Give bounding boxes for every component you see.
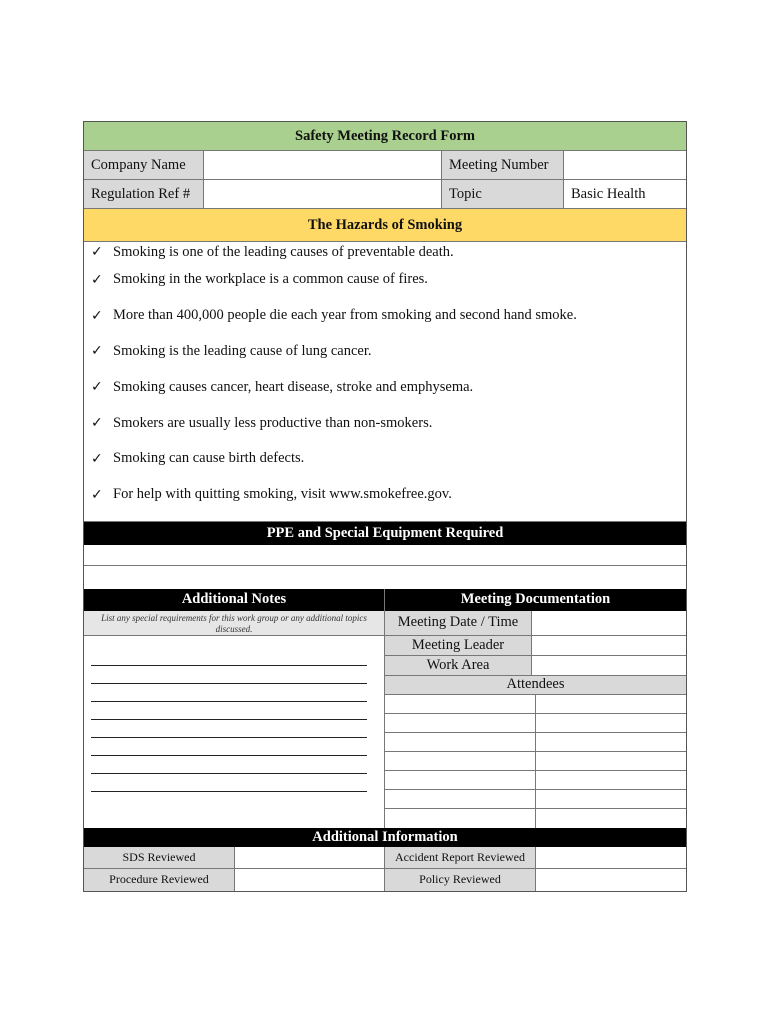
meeting-documentation-column [385, 589, 686, 828]
policy-reviewed-label: Policy Reviewed [385, 869, 536, 891]
meeting-leader-row [385, 636, 686, 656]
additional-notes-heading: Additional Notes [84, 589, 384, 611]
attendee-cell[interactable] [536, 714, 686, 732]
attendee-cell[interactable] [536, 733, 686, 751]
check-icon: ✓ [91, 271, 103, 288]
note-line[interactable] [91, 666, 367, 684]
work-area-row [385, 656, 686, 676]
attendee-row [385, 714, 686, 733]
company-name-label: Company Name [84, 151, 204, 180]
check-icon: ✓ [91, 307, 103, 324]
note-line[interactable] [91, 720, 367, 738]
additional-notes-column [84, 589, 385, 828]
hazard-text: Smoking can cause birth defects. [113, 450, 305, 467]
company-name-field[interactable] [204, 151, 442, 180]
notes-documentation-section [84, 589, 686, 828]
hazard-list [84, 242, 686, 522]
check-icon: ✓ [91, 415, 103, 432]
check-icon: ✓ [91, 343, 103, 360]
note-line[interactable] [91, 684, 367, 702]
meeting-leader-field[interactable] [532, 636, 686, 655]
attendee-cell[interactable] [536, 790, 686, 808]
note-line[interactable] [91, 738, 367, 756]
attendee-row [385, 771, 686, 790]
hazard-item [84, 242, 686, 262]
attendee-cell[interactable] [385, 714, 536, 732]
work-area-label: Work Area [385, 656, 532, 675]
info-row [84, 847, 686, 869]
hazard-text: Smoking is the leading cause of lung cancer. [113, 342, 372, 359]
attendee-row [385, 733, 686, 752]
hazard-item [84, 441, 686, 477]
attendees-heading: Attendees [385, 676, 686, 695]
attendee-cell[interactable] [385, 733, 536, 751]
attendee-cell[interactable] [385, 790, 536, 808]
form-title: Safety Meeting Record Form [84, 122, 686, 151]
meeting-date-label: Meeting Date / Time [385, 611, 532, 635]
attendee-cell[interactable] [385, 809, 536, 828]
note-line[interactable] [91, 702, 367, 720]
hazard-text: Smoking in the workplace is a common cause of fires. [113, 271, 428, 288]
check-icon: ✓ [91, 450, 103, 467]
meeting-number-label: Meeting Number [442, 151, 564, 180]
meeting-date-field[interactable] [532, 611, 686, 635]
sds-reviewed-label: SDS Reviewed [84, 847, 235, 868]
procedure-reviewed-label: Procedure Reviewed [84, 869, 235, 891]
note-line[interactable] [91, 774, 367, 792]
meeting-number-field[interactable] [564, 151, 686, 180]
hazard-text: For help with quitting smoking, visit www.smokefree.gov. [113, 486, 452, 503]
procedure-reviewed-field[interactable] [235, 869, 385, 891]
attendee-cell[interactable] [385, 752, 536, 770]
section-gap [84, 566, 686, 589]
attendee-row [385, 809, 686, 828]
ppe-heading: PPE and Special Equipment Required [84, 522, 686, 545]
hazard-item [84, 405, 686, 441]
attendee-cell[interactable] [536, 695, 686, 713]
attendee-row [385, 752, 686, 771]
accident-report-label: Accident Report Reviewed [385, 847, 536, 868]
attendee-row [385, 790, 686, 809]
hazard-item [84, 369, 686, 405]
attendee-cell[interactable] [385, 695, 536, 713]
check-icon: ✓ [91, 244, 103, 260]
company-row [84, 151, 686, 180]
attendee-cell[interactable] [385, 771, 536, 789]
note-line[interactable] [91, 648, 367, 666]
note-line[interactable] [91, 756, 367, 774]
work-area-field[interactable] [532, 656, 686, 675]
hazard-item [84, 262, 686, 298]
check-icon: ✓ [91, 379, 103, 396]
hazard-text: More than 400,000 people die each year from smoking and second hand smoke. [113, 307, 577, 324]
attendee-cell[interactable] [536, 752, 686, 770]
notes-lines[interactable] [84, 636, 384, 792]
sds-reviewed-field[interactable] [235, 847, 385, 868]
safety-meeting-form [83, 121, 687, 892]
hazard-item [84, 334, 686, 370]
info-row [84, 869, 686, 891]
check-icon: ✓ [91, 486, 103, 503]
meeting-leader-label: Meeting Leader [385, 636, 532, 655]
meeting-documentation-heading: Meeting Documentation [385, 589, 686, 611]
hazard-text: Smoking causes cancer, heart disease, stroke and emphysema. [113, 378, 474, 395]
hazard-item [84, 298, 686, 334]
accident-report-field[interactable] [536, 847, 686, 868]
policy-reviewed-field[interactable] [536, 869, 686, 891]
hazard-text: Smokers are usually less productive than non-smokers. [113, 414, 433, 431]
regulation-label: Regulation Ref # [84, 180, 204, 209]
hazards-heading: The Hazards of Smoking [84, 209, 686, 242]
additional-information-heading: Additional Information [84, 828, 686, 847]
topic-label: Topic [442, 180, 564, 209]
regulation-field[interactable] [204, 180, 442, 209]
hazard-item [84, 477, 686, 513]
hazard-text: Smoking is one of the leading causes of preventable death. [113, 243, 454, 260]
topic-field[interactable]: Basic Health [564, 180, 686, 209]
notes-hint: List any special requirements for this work group or any additional topics discussed. [84, 611, 384, 636]
attendee-row [385, 695, 686, 714]
ppe-field[interactable] [84, 545, 686, 566]
attendee-cell[interactable] [536, 809, 686, 828]
attendee-cell[interactable] [536, 771, 686, 789]
regulation-row [84, 180, 686, 209]
meeting-date-row [385, 611, 686, 636]
